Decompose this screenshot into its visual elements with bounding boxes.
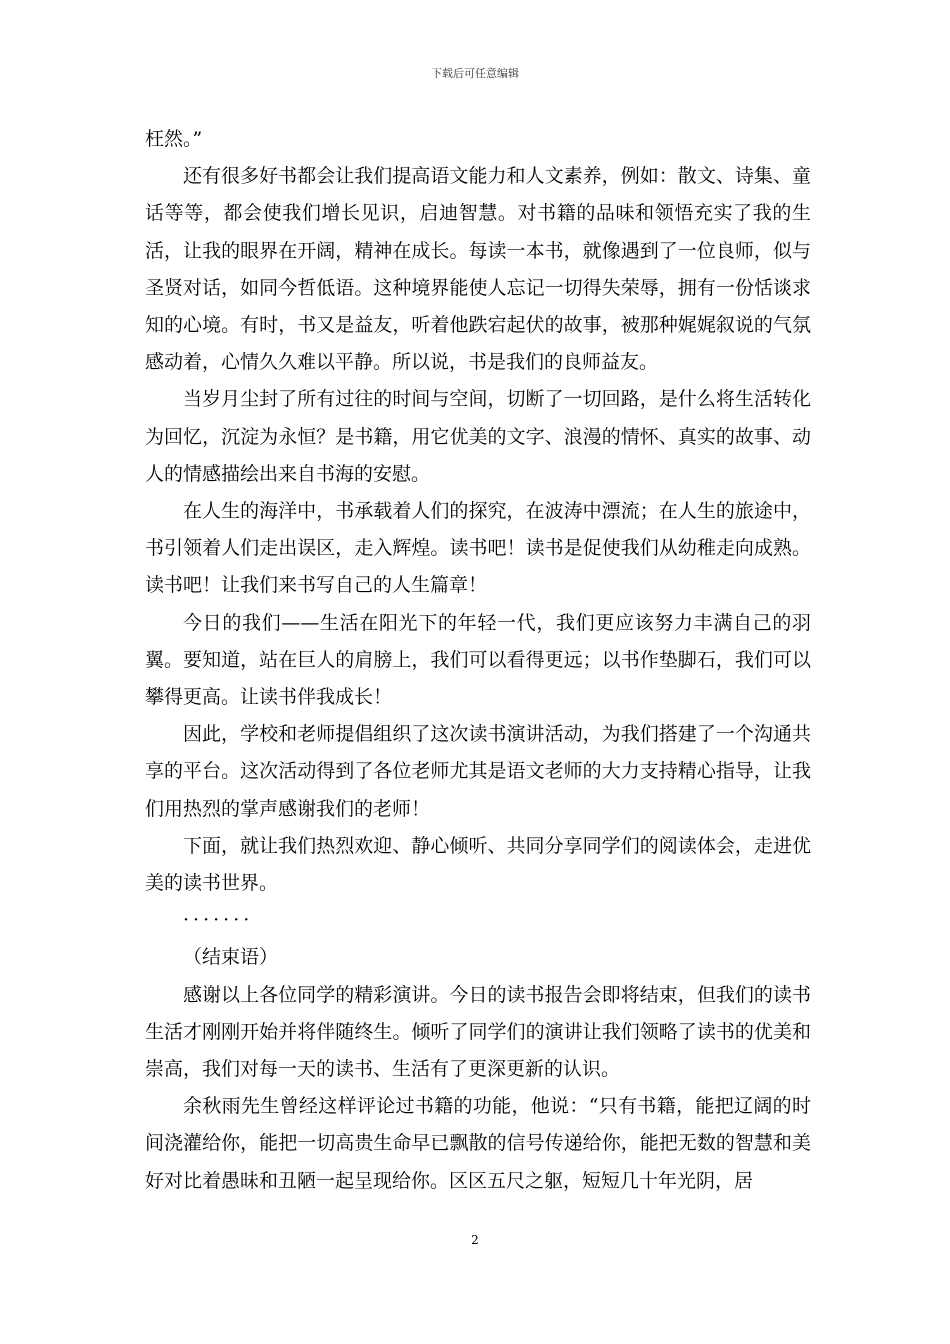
closing-heading: （结束语） (183, 946, 279, 969)
paragraph: 因此，学校和老师提倡组织了这次读书演讲活动，为我们搭建了一个沟通共享的平台。这次活动得到了各位老师尤其是语文老师的大力支持精心指导，让我们用热烈的掌声感谢我们的老师！ (145, 723, 811, 820)
ellipsis-separator: ······· (183, 909, 254, 932)
paragraph: 下面，就让我们热烈欢迎、静心倾听、共同分享同学们的阅读体会，走进优美的读书世界。 (145, 834, 811, 895)
paragraph-continuation: 枉然。” (145, 128, 203, 150)
page-number: 2 (471, 1233, 479, 1247)
paragraph: 余秋雨先生曾经这样评论过书籍的功能，他说：“只有书籍，能把辽阔的时间浇灌给你，能把一切高贵生命早已飘散的信号传递给你，能把无数的智慧和美好对比着愚昧和丑陋一起呈现给你。区区五尺之躯，短短几十年光阴，居 (145, 1095, 811, 1192)
page-header: 下载后可任意编辑 (431, 67, 519, 80)
document-body (145, 121, 811, 1200)
paragraph: 还有很多好书都会让我们提高语文能力和人文素养，例如：散文、诗集、童话等等，都会使我们增长见识，启迪智慧。对书籍的品味和领悟充实了我的生活，让我的眼界在开阔，精神在成长。每读一本书，就像遇到了一位良师，似与圣贤对话，如同今哲低语。这种境界能使人忘记一切得失荣辱，拥有一份恬谈求知的心境。有时，书又是益友，听着他跌宕起伏的故事，被那种娓娓叙说的气氛感动着，心情久久难以平静。所以说，书是我们的良师益友。 (145, 165, 811, 374)
paragraph: 今日的我们——生活在阳光下的年轻一代，我们更应该努力丰满自己的羽翼。要知道，站在巨人的肩膀上，我们可以看得更远；以书作垫脚石，我们可以攀得更高。让读书伴我成长！ (145, 611, 811, 709)
paragraph: 在人生的海洋中，书承载着人们的探究，在波涛中漂流；在人生的旅途中，书引领着人们走出误区，走入辉煌。读书吧！读书是促使我们从幼稚走向成熟。读书吧！让我们来书写自己的人生篇章！ (145, 500, 811, 597)
paragraph: 感谢以上各位同学的精彩演讲。今日的读书报告会即将结束，但我们的读书生活才刚刚开始并将伴随终生。倾听了同学们的演讲让我们领略了读书的优美和崇高，我们对每一天的读书、生活有了更深更新的认识。 (145, 983, 811, 1081)
paragraph: 当岁月尘封了所有过往的时间与空间，切断了一切回路，是什么将生活转化为回忆，沉淀为永恒？是书籍，用它优美的文字、浪漫的情怀、真实的故事、动人的情感描绘出来自书海的安慰。 (145, 388, 811, 485)
